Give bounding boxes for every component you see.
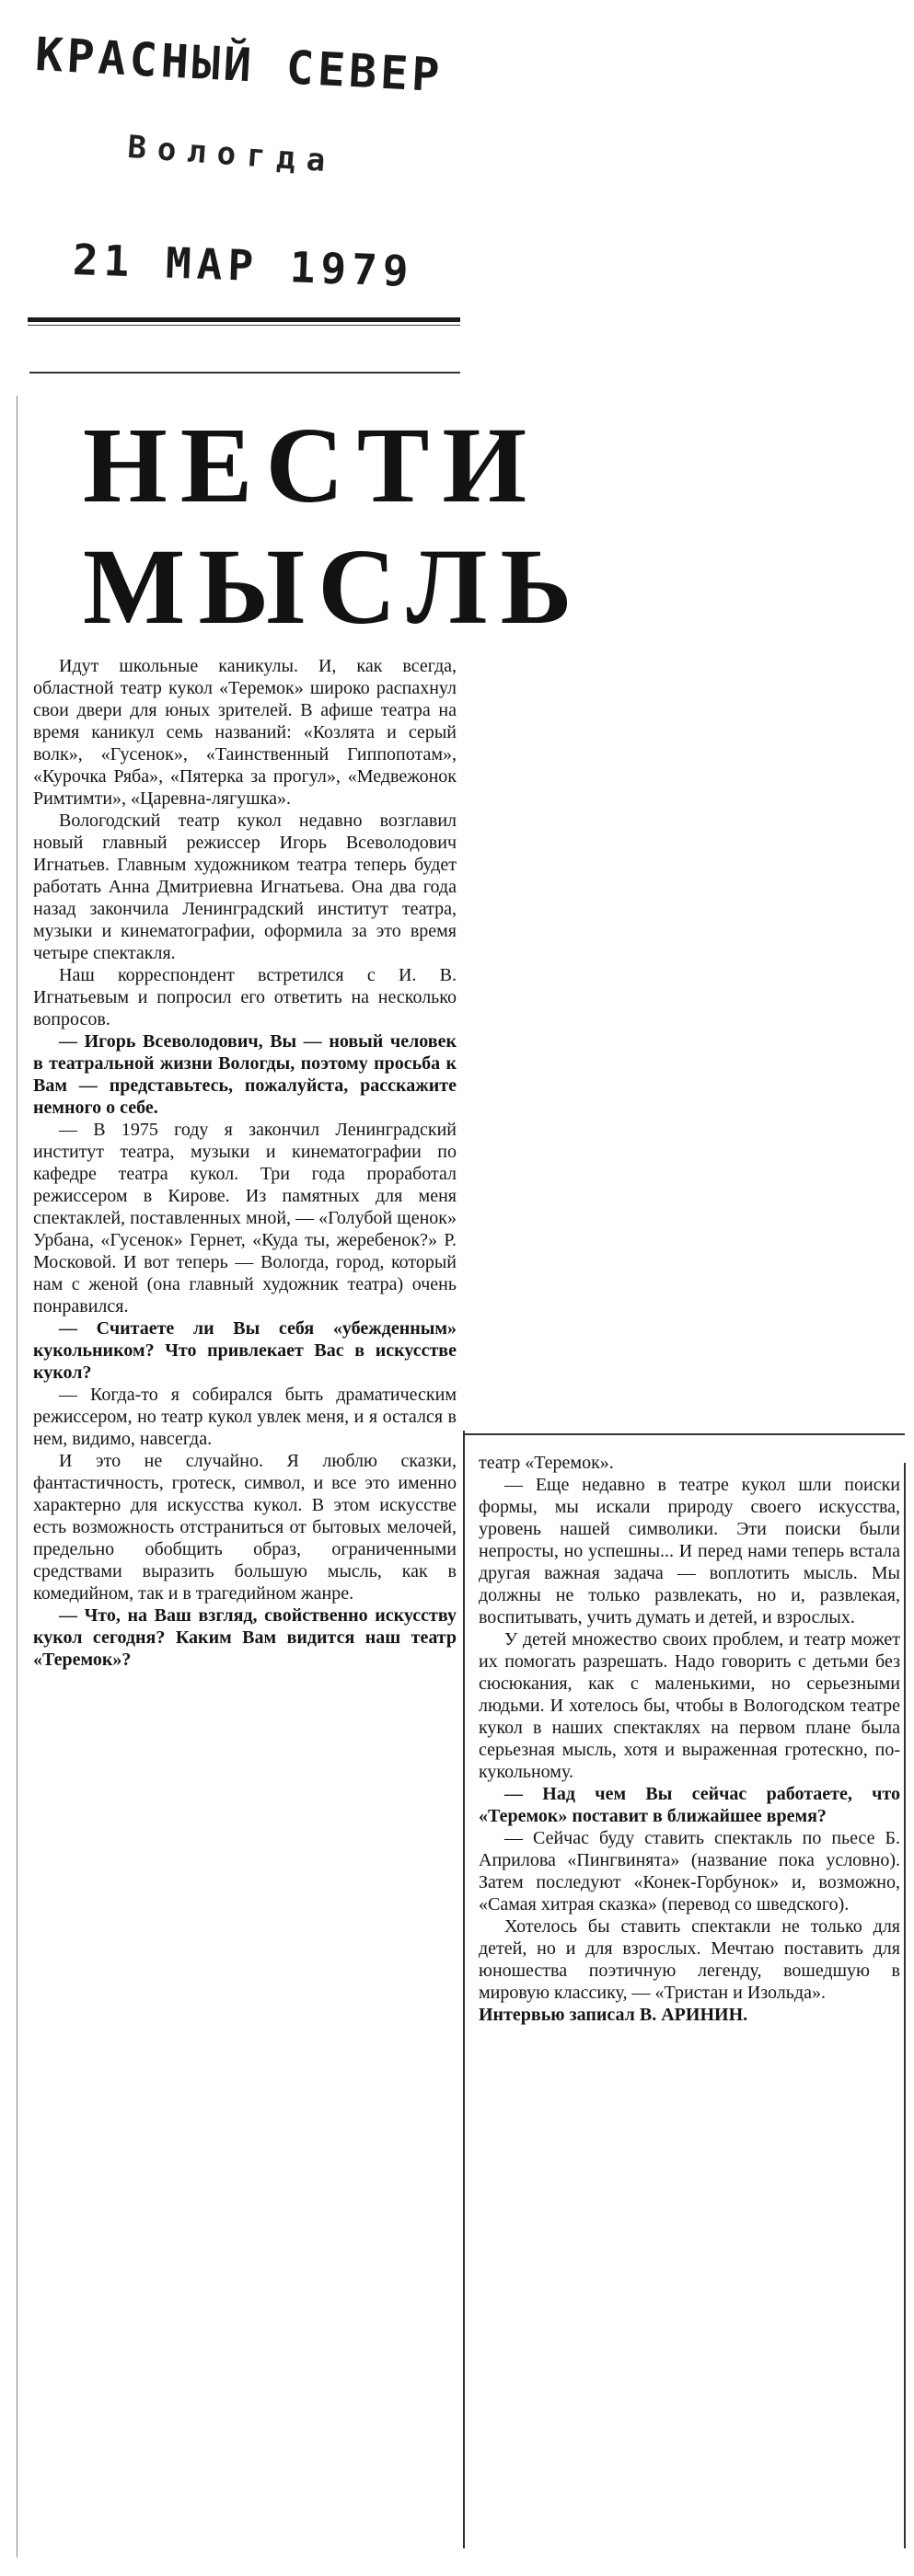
article-title: [83, 405, 585, 648]
paragraph: театр «Теремок».: [479, 1453, 614, 1473]
city-name: Вологда: [126, 129, 338, 180]
paragraph: Вологодский театр кукол недавно возглавил новый главный режиссер Игорь Всеволодович Игнатьев. Главным художником театра теперь будет работать Анна Дмитриевна Игнатьева. Она два года назад закончила Ленинградский институт театра, музыки и кинематографии, оформила за это время четыре спектакля.: [33, 811, 457, 963]
column-2-top-rule: [465, 1433, 905, 1435]
top-rule-thin: [28, 325, 460, 326]
paragraph: И это не случайно. Я люблю сказки, фантастичность, гротеск, символ, и все это именно характерно для искусства кукол. В этом искусстве есть возможность отстраниться от бытовых мелочей, предельно обобщить образ, ограниченными средствами выразить большую мысль, как в комедийном, так и в трагедийном жанре.: [33, 1451, 457, 1604]
paragraph: — Когда-то я собирался быть драматическим режиссером, но театр кукол увлек меня, и я остался в нем, видимо, навсегда.: [33, 1385, 457, 1449]
paragraph: У детей множество своих проблем, и театр может их помогать разрешать. Надо говорить с детьми без сюсюкания, как с маленькими, но серьезными людьми. И хотелось бы, чтобы в Вологодском театре кукол в наших спектаклях на первом плане была серьезная мысль, хотя и выраженная гротескно, по-кукольному.: [479, 1629, 900, 1782]
column-divider: [463, 1431, 465, 2548]
newspaper-stamp: [28, 28, 506, 304]
article-column-2: [479, 1452, 900, 2565]
paragraph: — Еще недавно в театре кукол шли поиски формы, мы искали природу своего искусства, уровень нашей символики. Эти поиски были непросты, но успешны... И перед нами теперь встала другая важная задача — воплотить мысль. Мы должны не только развлекать, но и, развлекая, воспитывать, учить думать и детей, и взрослых.: [479, 1475, 900, 1627]
paragraph: — Сейчас буду ставить спектакль по пьесе Б. Априлова «Пингвинята» (название пока условно). Затем последуют «Конек-Горбунок» и, возможно, «Самая хитрая сказка» (перевод со шведского).: [479, 1828, 900, 1915]
interview-question: — Игорь Всеволодович, Вы — новый человек в театральной жизни Вологды, поэтому просьба к Вам — представьтесь, пожалуйста, расскажите немного о себе.: [33, 1031, 457, 1118]
paragraph: Наш корреспондент встретился с И. В. Игнатьевым и попросил его ответить на несколько вопросов.: [33, 965, 457, 1029]
interview-question: — Что, на Ваш взгляд, свойственно искусству кукол сегодня? Каким Вам видится наш театр «Теремок»?: [33, 1605, 457, 1670]
top-rule: [28, 317, 460, 322]
article-column-1: [33, 655, 457, 2550]
paragraph: Идут школьные каникулы. И, как всегда, областной театр кукол «Теремок» широко распахнул свои двери для юных зрителей. В афише театра на время каникул семь названий: «Козлята и серый волк», «Гусенок», «Таинственный Гиппопотам», «Курочка Ряба», «Пятерка за прогул», «Медвежонок Римтимти», «Царевна-лягушка».: [33, 656, 457, 809]
author-signature: Интервью записал В. АРИНИН.: [479, 2005, 748, 2025]
title-line-1: НЕСТИ: [83, 405, 540, 525]
paragraph: — В 1975 году я закончил Ленинградский институт театра, музыки и кинематографии по кафедре театра кукол. Три года проработал режиссером в Кирове. Из памятных для меня спектаклей, поставленных мной, — «Голубой щенок» Урбана, «Гусенок» Гернет, «Куда ты, жеребенок?» Р. Московой. И вот теперь — Вологда, город, который нам с женой (она главный художник театра) очень понравился.: [33, 1120, 457, 1317]
headline-rule: [29, 372, 460, 374]
paragraph: Хотелось бы ставить спектакли не только для детей, но и для взрослых. Мечтаю поставить для юношества поэтичную легенду, вошедшую в мировую классику, — «Тристан и Изольда».: [479, 1916, 900, 2003]
title-line-2: МЫСЛЬ: [83, 526, 585, 647]
interview-question: — Считаете ли Вы себя «убежденным» кукольником? Что привлекает Вас в искусстве кукол?: [33, 1318, 457, 1383]
issue-date: 21 МАР 1979: [72, 235, 415, 296]
right-cut-edge: [904, 1463, 906, 2548]
newspaper-name: КРАСНЫЙ СЕВЕР: [33, 28, 445, 103]
interview-question: — Над чем Вы сейчас работаете, что «Теремок» поставит в ближайшее время?: [479, 1784, 900, 1826]
